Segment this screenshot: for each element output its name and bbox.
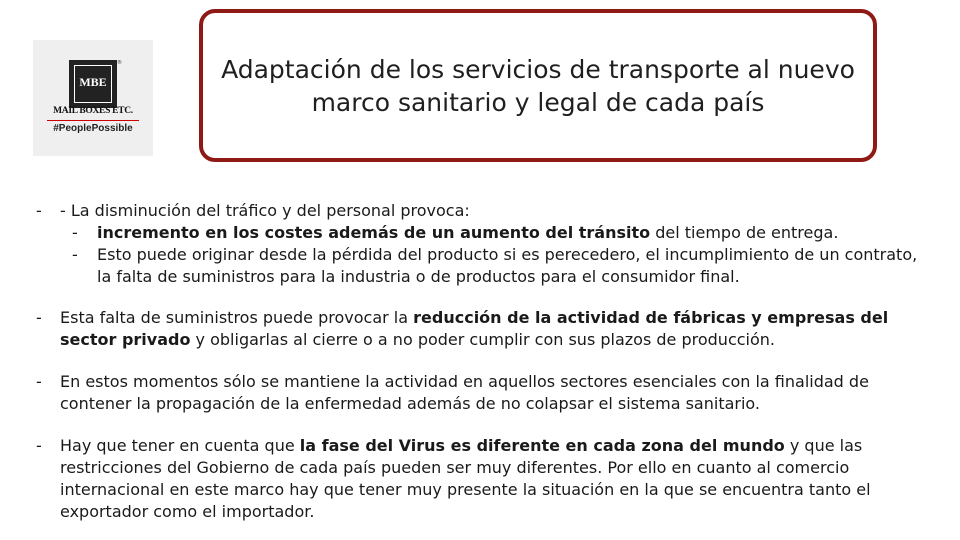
bullet-supplies-pre: Esta falta de suministros puede provocar la: [60, 308, 414, 327]
bullet-virus-bold: la fase del Virus es diferente en cada zona del mundo: [299, 436, 785, 455]
sub-bullet-dash: -: [72, 223, 78, 242]
bullet-dash: -: [36, 436, 42, 455]
logo-divider: [47, 120, 139, 121]
bullet-traffic: [36, 200, 926, 222]
mbe-logo: [33, 40, 153, 156]
bullet-supplies-bold: reducción de la actividad de fábricas y empresas del sector privado: [60, 308, 889, 349]
logo-registered-mark: ®: [117, 60, 122, 66]
bullet-supplies-post: y obligarlas al cierre o a no poder cumplir con sus plazos de producción.: [190, 330, 775, 349]
title-box: [199, 9, 877, 162]
sub-bullet-costs-rest: del tiempo de entrega.: [650, 223, 839, 242]
sub-bullet-costs-bold: incremento en los costes además de un aumento del tránsito: [97, 223, 651, 242]
mbe-logo-mark: [69, 60, 117, 108]
logo-tagline: #PeoplePossible: [53, 123, 133, 134]
bullet-supplies: [36, 307, 926, 351]
bullet-essential-text: En estos momentos sólo se mantiene la actividad en aquellos sectores esenciales con la finalidad de contener la propagación de la enfermedad además de no colapsar el sistema sanitario.: [60, 372, 869, 413]
sub-bullet-costs: [72, 222, 926, 244]
bullet-dash: -: [36, 372, 42, 391]
bullet-dash: -: [36, 308, 42, 327]
sub-bullet-dash: -: [72, 245, 78, 264]
bullet-traffic-lead: - La disminución del tráfico y del personal provoca:: [60, 201, 470, 220]
sub-bullet-loss-text: Esto puede originar desde la pérdida del producto si es perecedero, el incumplimiento de un contrato, la falta de suministros para la industria o de productos para el consumidor final.: [97, 245, 918, 286]
sub-bullet-loss: [72, 244, 926, 288]
slide-title: Adaptación de los servicios de transporte al nuevo marco sanitario y legal de cada país: [221, 54, 855, 117]
logo-brand-name: MAIL BOXES ETC.: [53, 106, 133, 116]
logo-mark-text: MBE: [79, 75, 107, 89]
bullet-virus-post: y que las restricciones del Gobierno de cada país pueden ser muy diferentes. Por ello en cuanto al comercio internacional en este marco hay que tener muy presente la situación en la que se encuentra tanto el exportador como el importador.: [60, 436, 871, 521]
bullet-virus-phase: [36, 435, 926, 523]
bullet-essential: [36, 371, 926, 415]
bullet-virus-pre: Hay que tener en cuenta que: [60, 436, 300, 455]
bullet-dash: -: [36, 201, 42, 220]
slide-content: [36, 200, 926, 523]
